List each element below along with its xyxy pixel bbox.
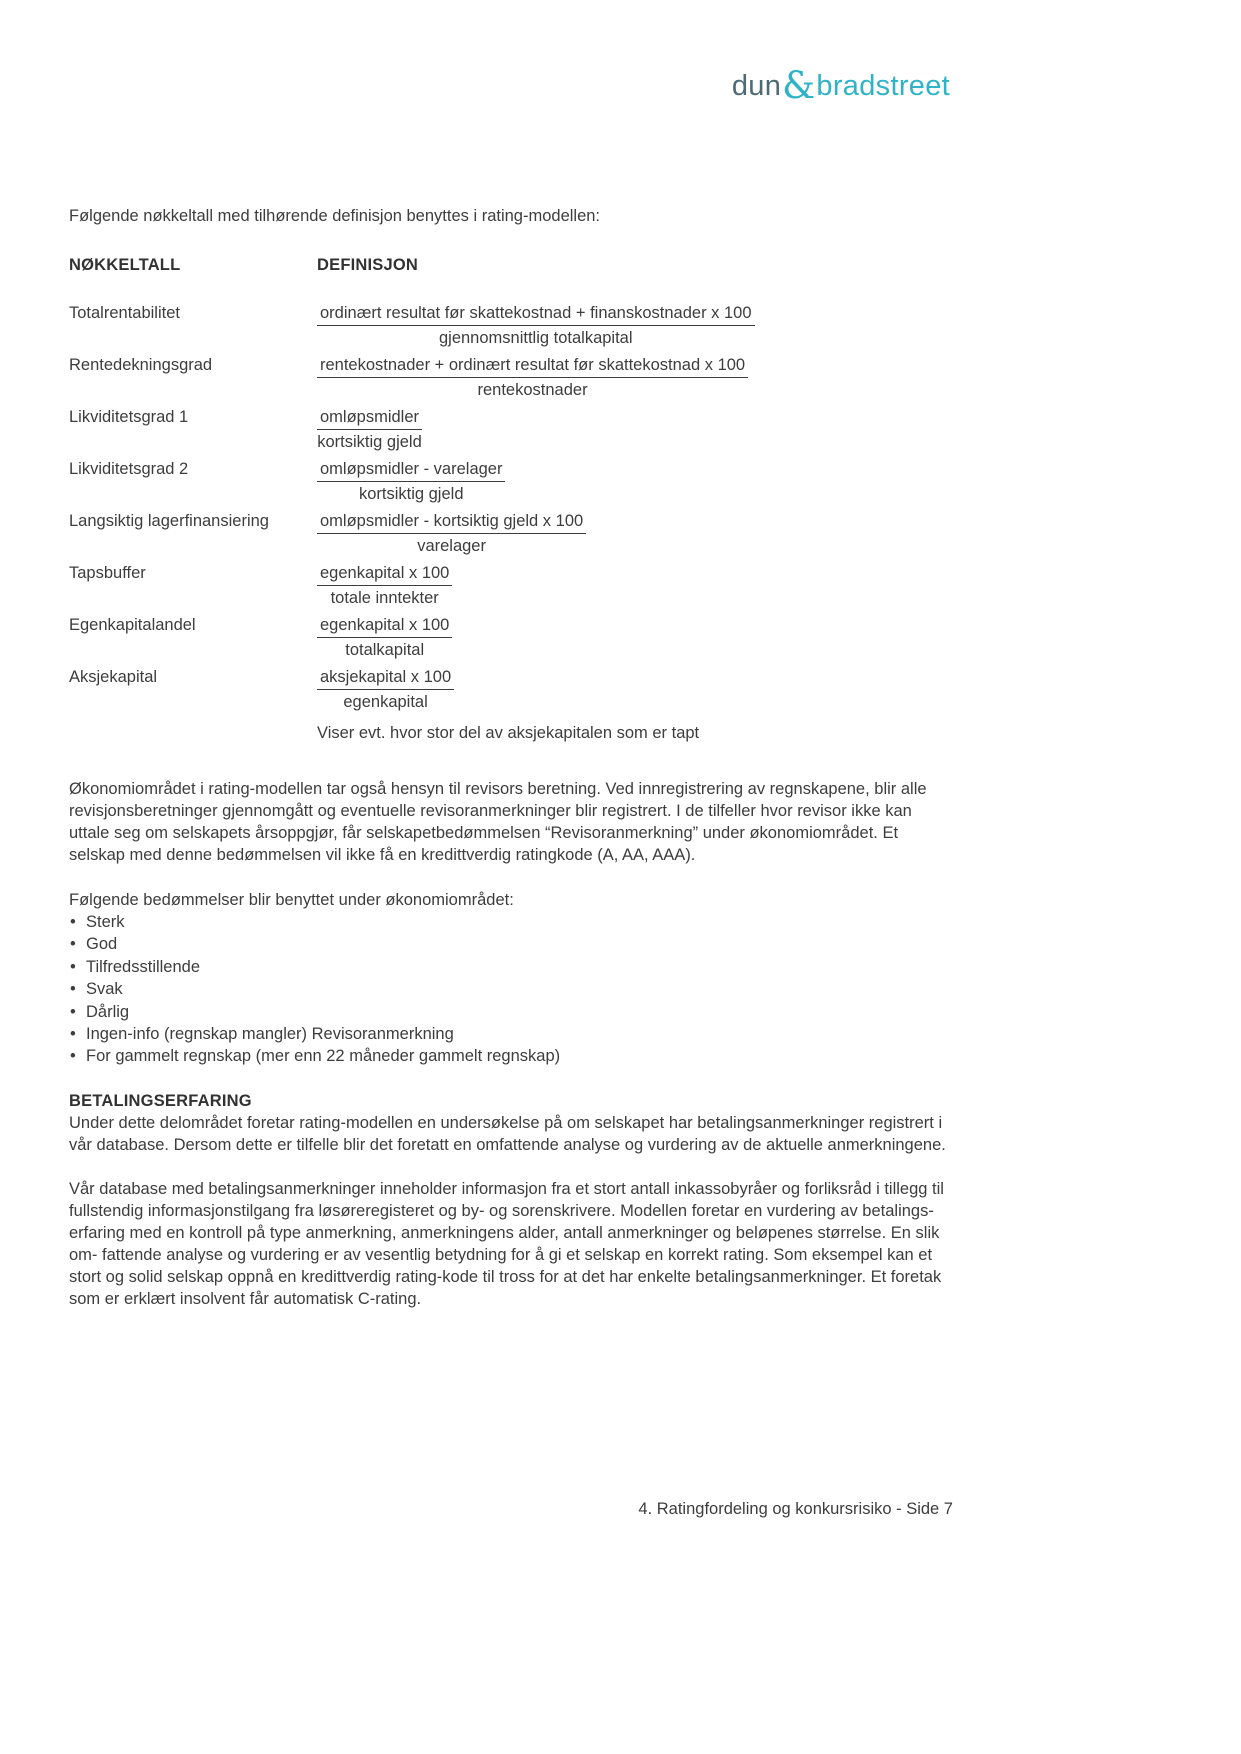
betalingserfaring-heading: BETALINGSERFARING xyxy=(69,1091,252,1110)
table-row xyxy=(69,666,953,713)
column-header-definisjon: DEFINISJON xyxy=(317,256,419,274)
key-figure-label: Tapsbuffer xyxy=(69,564,146,582)
table-row xyxy=(69,510,953,557)
fraction-numerator: omløpsmidler xyxy=(317,406,422,430)
definition-fraction xyxy=(317,354,748,401)
fraction-numerator: ordinært resultat før skattekostnad + finanskostnader x 100 xyxy=(317,302,755,326)
fraction-numerator: aksjekapital x 100 xyxy=(317,666,454,690)
logo-ampersand-icon: & xyxy=(782,64,816,107)
bullets-intro-text: Følgende bedømmelser blir benyttet under økonomiområdet: xyxy=(69,891,514,909)
key-figure-label: Rentedekningsgrad xyxy=(69,356,213,374)
definition-fraction xyxy=(317,666,454,713)
logo-bradstreet-text: bradstreet xyxy=(816,70,950,102)
bullet-item: • Dårlig xyxy=(69,1001,953,1023)
bullet-item: • Ingen-info (regnskap mangler) Revisoranmerkning xyxy=(69,1023,953,1045)
definition-fraction xyxy=(317,302,755,349)
fraction-denominator: totalkapital xyxy=(345,641,425,659)
fraction-denominator: kortsiktig gjeld xyxy=(358,485,464,503)
key-figure-label: Totalrentabilitet xyxy=(69,304,180,322)
fraction-numerator: omløpsmidler - varelager xyxy=(317,458,505,482)
bullet-item: • Svak xyxy=(69,978,953,1000)
fraction-numerator: egenkapital x 100 xyxy=(317,614,452,638)
intro-text: Følgende nøkkeltall med tilhørende definisjon benyttes i rating-modellen: xyxy=(69,207,601,225)
bullet-item: • Sterk xyxy=(69,911,953,933)
fraction-denominator: gjennomsnittlig totalkapital xyxy=(438,329,633,347)
bedommelser-list xyxy=(69,911,953,1068)
table-header-row xyxy=(69,254,953,276)
definition-fraction xyxy=(317,510,586,557)
fraction-denominator: kortsiktig gjeld xyxy=(317,433,422,451)
table-row xyxy=(69,614,953,661)
fraction-denominator: varelager xyxy=(417,537,486,555)
table-row xyxy=(69,562,953,609)
aksjekapital-note: Viser evt. hvor stor del av aksjekapitalen som er tapt xyxy=(317,724,700,742)
key-figure-label: Langsiktig lagerfinansiering xyxy=(69,512,269,530)
key-figure-label: Aksjekapital xyxy=(69,668,158,686)
key-figure-label: Likviditetsgrad 2 xyxy=(69,460,189,478)
key-figure-label: Egenkapitalandel xyxy=(69,616,196,634)
betalingserfaring-paragraph-1: Under dette delområdet foretar rating-modellen en undersøkelse på om selskapet har betalingsanmerkninger registrert i vår database. Dersom dette er tilfelle blir det foretatt en omfattende analyse og vurdering av de aktuelle anmerkningene. xyxy=(69,1113,946,1154)
definition-fraction xyxy=(317,458,505,505)
fraction-denominator: rentekostnader xyxy=(477,381,588,399)
definition-fraction xyxy=(317,562,452,609)
bullet-item: • God xyxy=(69,933,953,955)
betalingserfaring-paragraph-2: Vår database med betalingsanmerkninger inneholder informasjon fra et stort antall inkassobyråer og forliksråd i tillegg til fullstendig informasjonstilgang fra løsøreregisteret og by- og sorenskrivere. Modellen foretar en vurdering av betalings- erfaring med en kontroll på type anmerkning, anmerkningens alder, antall anmerkninger og beløpenes størrelse. En slik om- fattende analyse og vurdering er av vesentlig betydning for å gi et selskap en korrekt rating. Som eksempel kan et stort og solid selskap oppnå en kredittverdig rating-kode til tross for at det har enkelte betalingsanmerkninger. Et foretak som er erklært insolvent får automatisk C-rating. xyxy=(69,1179,944,1308)
definition-fraction xyxy=(317,406,422,453)
definition-fraction xyxy=(317,614,452,661)
fraction-numerator: egenkapital x 100 xyxy=(317,562,452,586)
table-row xyxy=(69,354,953,401)
page-footer: 4. Ratingfordeling og konkursrisiko - Side 7 xyxy=(638,1500,953,1518)
fraction-numerator: omløpsmidler - kortsiktig gjeld x 100 xyxy=(317,510,586,534)
key-figures-table xyxy=(69,254,953,744)
column-header-nokkeltall: NØKKELTALL xyxy=(69,256,181,274)
logo-dun-text: dun xyxy=(731,70,782,102)
fraction-denominator: totale inntekter xyxy=(330,589,439,607)
fraction-denominator: egenkapital xyxy=(343,693,428,711)
table-row xyxy=(69,458,953,505)
table-row xyxy=(69,406,953,453)
fraction-numerator: rentekostnader + ordinært resultat før skattekostnad x 100 xyxy=(317,354,748,378)
page-content xyxy=(69,0,953,1754)
bullet-item: • For gammelt regnskap (mer enn 22 måneder gammelt regnskap) xyxy=(69,1045,953,1067)
bullet-item: • Tilfredsstillende xyxy=(69,956,953,978)
table-row xyxy=(69,302,953,349)
key-figure-label: Likviditetsgrad 1 xyxy=(69,408,189,426)
paragraph-okonomiomradet: Økonomiområdet i rating-modellen tar også hensyn til revisors beretning. Ved innregistrering av regnskapene, blir alle revisjonsberetninger gjennomgått og eventuelle revisoranmerkninger blir registrert. I de tilfeller hvor revisor ikke kan uttale seg om selskapets årsoppgjør, får selskapetbedømmelsen “Revisoranmerkning” under økonomiområdet. Et selskap med denne bedømmelsen vil ikke få en kredittverdig ratingkode (A, AA, AAA). xyxy=(69,780,927,864)
